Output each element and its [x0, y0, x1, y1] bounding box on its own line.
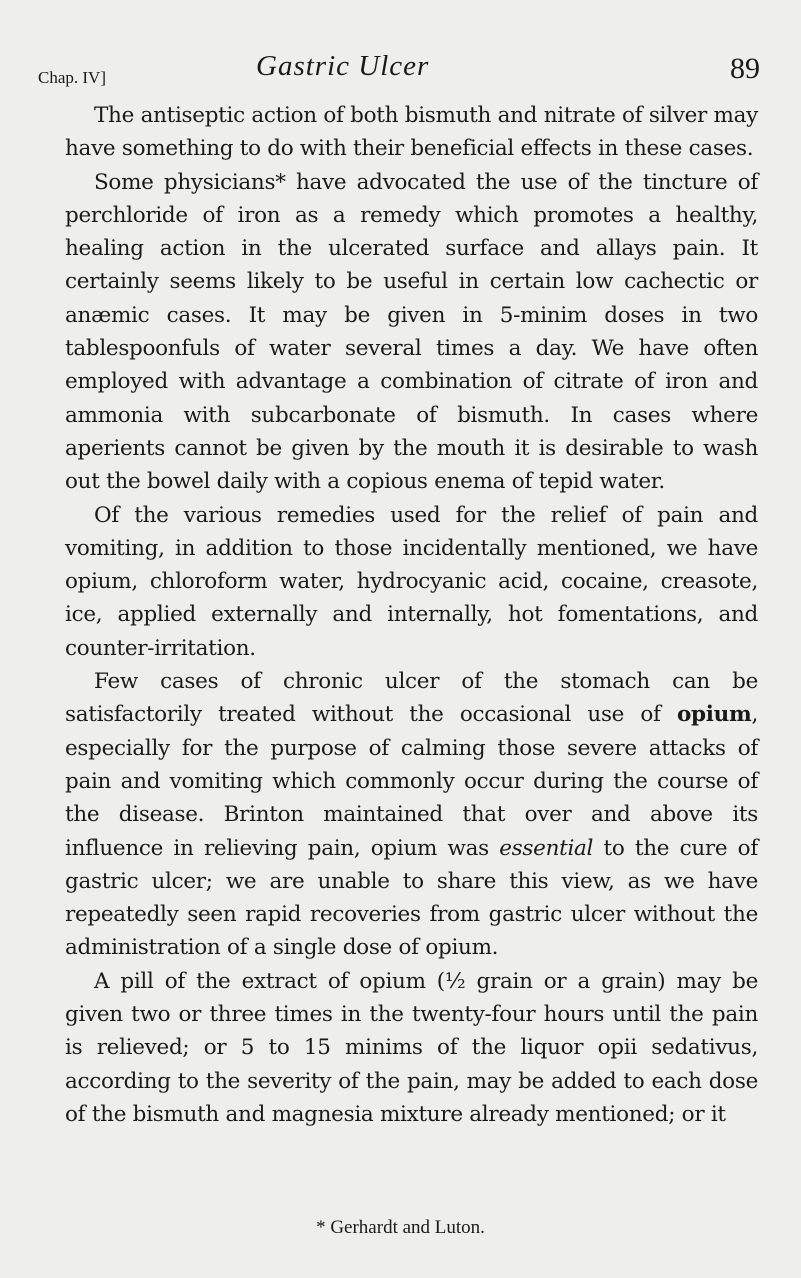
paragraph-3: Of the various remedies used for the relief of pain and vomiting, in addition to those incidentally mentioned, we have opium, chloroform water, hydrocyanic acid, cocaine, creasote, ice, applied externally and internally, hot fomentations, and counter-irritation.: [65, 502, 758, 661]
body-text: [65, 99, 758, 1131]
chapter-label: Chap. IV]: [38, 68, 106, 87]
paragraph-4: [65, 665, 758, 965]
emphasis-essential: essential: [499, 835, 594, 861]
running-title: Gastric Ulcer: [256, 50, 430, 82]
paragraph-4-text-e: to the cure of gastric ulcer; we are unable to share this view, as we have repeatedly seen rapid recoveries from gastric ulcer without the administration of a single dose of opium.: [65, 835, 758, 961]
emphasis-opium: opium: [677, 702, 752, 728]
paragraph-1: The antiseptic action of both bismuth and nitrate of silver may have something to do with their beneficial effects in these cases.: [65, 103, 758, 162]
running-header: [38, 50, 760, 90]
page-number: 89: [730, 52, 760, 85]
paragraph-5: A pill of the extract of opium (½ grain or a grain) may be given two or three times in the twenty-four hours until the pain is relieved; or 5 to 15 minims of the liquor opii sedativus, according to the severity of the pain, may be added to each dose of the bismuth and magnesia mixture already mentioned; or it: [65, 968, 758, 1127]
footnote: * Gerhardt and Luton.: [316, 1217, 485, 1238]
paragraph-2: Some physicians* have advocated the use of the tincture of perchloride of iron as a remedy which promotes a healthy, healing action in the ulcerated surface and allays pain. It certainly seems likely to be useful in certain low cachectic or anæmic cases. It may be given in 5-minim doses in two tablespoonfuls of water several times a day. We have often employed with advantage a combination of citrate of iron and ammonia with subcarbonate of bismuth. In cases where aperients cannot be given by the mouth it is desirable to wash out the bowel daily with a copious enema of tepid water.: [65, 169, 758, 495]
paragraph-4-text-c: , especially for the purpose of calming those severe attacks of pain and vomiting which commonly occur during the course of the disease. Brinton maintained that over and above its influence in relieving pain, opium was: [65, 702, 758, 861]
paragraph-4-text-a: Few cases of chronic ulcer of the stomach can be satisfactorily treated without the occasional use of: [65, 669, 758, 728]
